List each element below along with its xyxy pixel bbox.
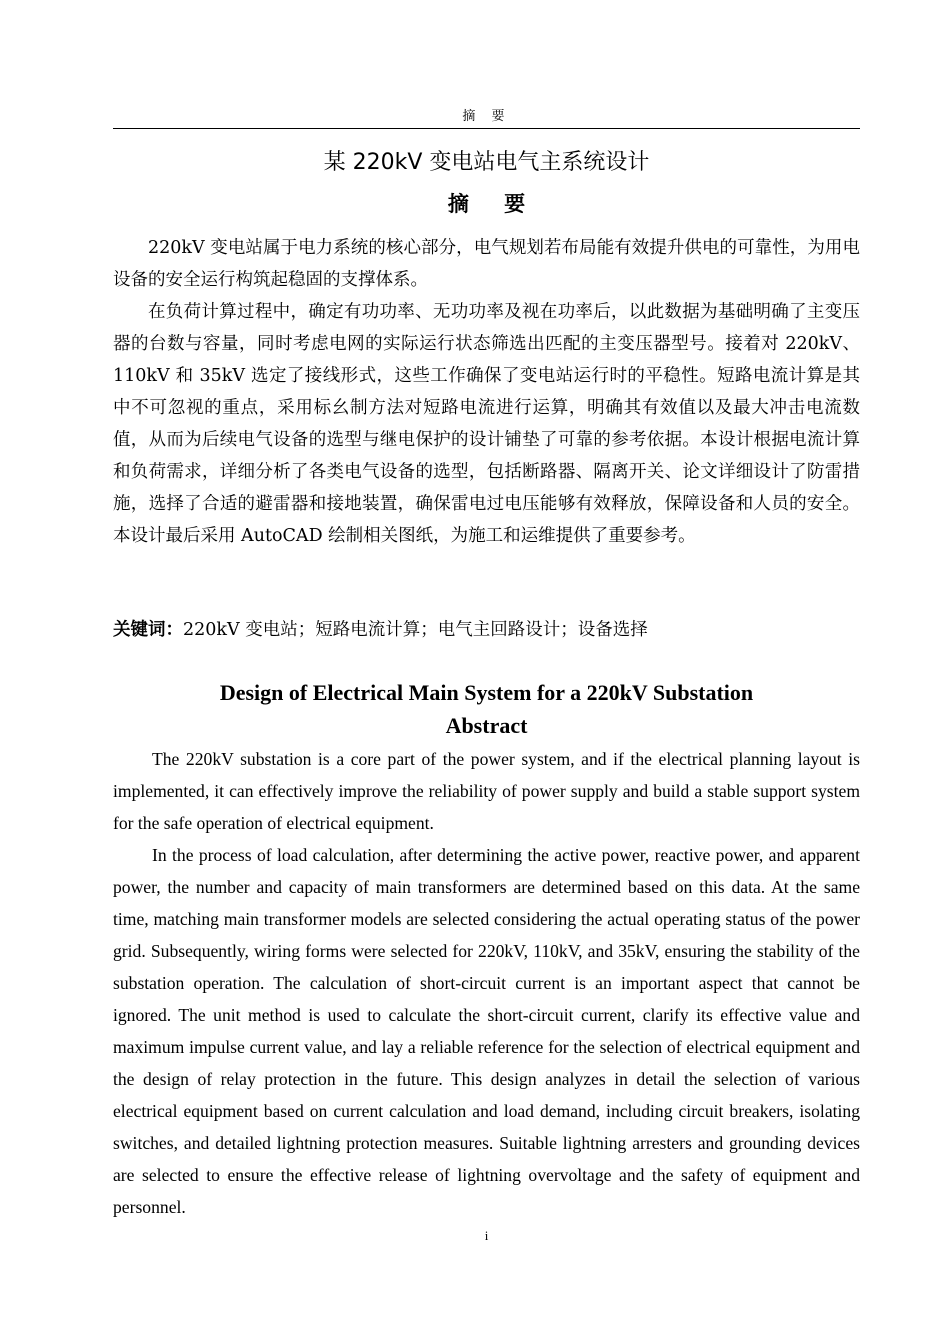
english-paragraph: In the process of load calculation, after determining the active power, reactive power, and apparent power, the number and capacity of main transformers are determined based on this data. At the same time, matching main transformer models are selected considering the actual operating status of the power grid. Subsequently, wiring forms were selected for 220kV, 110kV, and 35kV, ensuring the stability of the substation operation. The calculation of short-circuit current is an important aspect that cannot be ignored. The unit method is used to calculate the short-circuit current, clarify its effective value and maximum impulse current value, and lay a reliable reference for the selection of electrical equipment and the design of relay protection in the future. This design analyzes in detail the selection of various electrical equipment based on current calculation and load demand, including circuit breakers, isolating switches, and detailed lightning protection measures. Suitable lightning arresters and grounding devices are selected to ensure the effective release of lightning overvoltage and the safety of equipment and personnel. <box>113 845 860 1217</box>
chinese-paragraph: 在负荷计算过程中，确定有功功率、无功功率及视在功率后，以此数据为基础明确了主变压器的台数与容量，同时考虑电网的实际运行状态筛选出匹配的主变压器型号。接着对 220kV、110kV 和 35kV 选定了接线形式，这些工作确保了变电站运行时的平稳性。短路电流计算是其中不可忽视的重点，采用标幺制方法对短路电流进行运算，明确其有效值以及最大冲击电流数值，从而为后续电气设备的选型与继电保护的设计铺垫了可靠的参考依据。本设计根据电流计算和负荷需求，详细分析了各类电气设备的选型，包括断路器、隔离开关、论文详细设计了防雷措施，选择了合适的避雷器和接地装置，确保雷电过电压能够有效释放，保障设备和人员的安全。本设计最后采用 AutoCAD 绘制相关图纸，为施工和运维提供了重要参考。 <box>113 302 860 546</box>
chinese-abstract-body <box>113 232 860 552</box>
keywords-text: 220kV 变电站；短路电流计算；电气主回路设计；设备选择 <box>183 620 648 640</box>
keywords-label: 关键词： <box>113 620 183 640</box>
chinese-abstract-heading: 摘 要 <box>447 192 540 216</box>
english-abstract-body <box>113 743 860 1223</box>
page-number: i <box>484 1228 489 1243</box>
english-title: Design of Electrical Main System for a 220kV Substation <box>219 680 754 705</box>
chinese-paragraph: 220kV 变电站属于电力系统的核心部分，电气规划若布局能有效提升供电的可靠性，为用电设备的安全运行构筑起稳固的支撑体系。 <box>113 238 860 290</box>
english-paragraph: The 220kV substation is a core part of the power system, and if the electrical planning layout is implemented, it can effectively improve the reliability of power supply and build a stable support system for the safe operation of electrical equipment. <box>113 749 860 833</box>
chinese-keywords <box>113 615 860 645</box>
header-rule <box>113 128 860 129</box>
running-header: 摘 要 <box>462 109 511 124</box>
english-abstract-heading: Abstract <box>445 713 528 738</box>
chinese-title: 某 220kV 变电站电气主系统设计 <box>323 150 650 175</box>
